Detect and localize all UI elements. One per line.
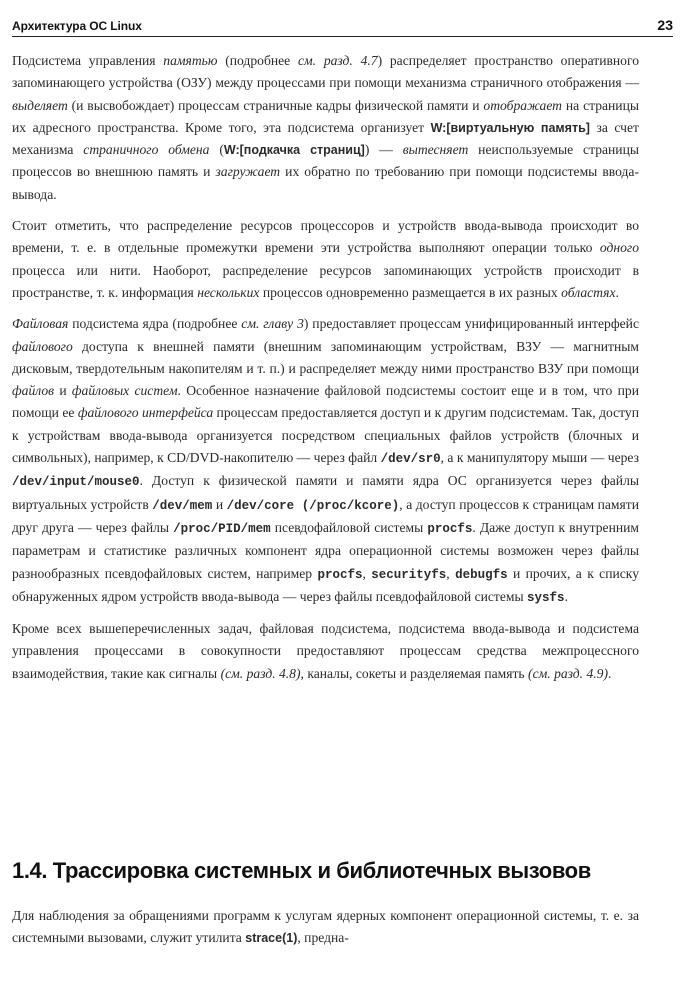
text-span: их обратно по требованию при помощи подсистемы ввода-вывода. [12,164,639,202]
command-reference: strace(1) [245,931,298,946]
italic-term: памятью [163,53,218,68]
code-path: /dev/input/mouse0 [12,475,140,490]
cross-reference: (см. разд. 4.9) [528,665,608,681]
wiki-marker: W [223,143,236,158]
italic-term: Файловая [12,316,69,332]
cross-reference: (см. разд. 4.8) [220,665,301,681]
text-span: , предна- [297,930,349,946]
text-span: (подробнее [217,53,298,68]
text-span: и прочих, а к списку обнаруженных ядром устройств ввода-вывода — через файлы псевдофайловой системы [12,565,640,604]
italic-term: файловых систем [71,383,178,399]
text-span: ) распределяет пространство оперативного запоминающего устройства (ОЗУ) между процессами при помощи механизма страничного отображения — [12,53,639,91]
text-span: доступа к внешней памяти (внешним запоминающим устройствам, ВЗУ — магнитным дисковым, твердотельным накопителям и т. п.) и распределяет между ними пространство ВЗУ при помощи [12,338,639,376]
section-heading: 1.4. Трассировка системных и библиотечных вызовов [12,858,591,883]
code-term: sysfs [527,590,565,605]
italic-term: страничного обмена [83,142,210,158]
text-span: ( [209,142,224,158]
text-span: процессов одновременно размещается в их разных [259,284,562,300]
text-span: Кроме всех вышеперечисленных задач, файловая подсистема, подсистема ввода-вывода и подсистема управления процессами в совокупности предоставляют процессам средства межпроцессного взаимодействия, такие как сигналы [12,621,639,681]
section-body [12,905,639,950]
cross-reference: см. разд. 4.7 [297,53,378,68]
text-span: , каналы, сокеты и разделяемая память [300,665,529,681]
italic-term: областях [561,284,616,300]
text-span: процесса или нити. Наоборот, распределение ресурсов запоминающих устройств происходит в пространстве, т. к. информация [12,262,639,300]
italic-term: нескольких [197,284,260,300]
paragraph-strace [12,905,639,950]
italic-term: файлового интерфейса [77,405,214,421]
text-span: Для наблюдения за обращениями программ к услугам ядерных компонент операционной системы, т. е. за системными вызовами, служит утилита [12,908,639,946]
text-span: процессам предоставляется доступ и к другим подсистемам. Так, доступ к устройствам ввода-вывода организуется посредством специальных файлов устройств (блочных и символьных), например, к CD/DVD-накопителю — через файл [12,405,639,466]
text-span: псевдофайловой системы [270,519,428,535]
text-span: . Даже доступ к внутренним параметрам и статистике различных компонент ядра операционной системы возможен через файлы разнообразных псевдофайловых систем, например [12,519,639,581]
text-span: и [54,383,72,399]
text-span: ) — [364,142,403,158]
text-span: за счет механизма [12,119,639,158]
text-span: Подсистема управления [12,53,164,68]
cross-reference: см. главу 3 [241,316,304,332]
text-span: , [446,565,456,581]
code-term: procfs [317,567,363,582]
text-span: , а к манипулятору мыши — через [440,450,639,466]
text-span: ) предоставляет процессам унифицированный интерфейс [303,316,639,332]
italic-term: вытесняет [402,142,469,158]
body-text [12,50,639,694]
wiki-reference: :[виртуальную память] [442,120,590,135]
code-path: /dev/mem [152,498,213,513]
text-span: неиспользуемые страницы процессов во внешнюю память и [12,142,639,180]
code-path: /proc/PID/mem [173,521,271,536]
wiki-reference: :[подкачка страниц] [235,143,365,158]
header-title: Архитектура ОС Linux [12,19,142,33]
text-span: (и высвобождает) процессам страничные кадры физической памяти и [67,97,484,113]
wiki-marker: W [430,120,443,135]
paragraph-resource-distribution [12,215,639,304]
paragraph-ipc [12,618,639,685]
text-span: , а доступ процессов к страницам памяти друг друга — через файлы [12,496,639,535]
text-span: Стоит отметить, что распределение ресурсов процессоров и устройств ввода-вывода происходит во времени, т. е. в отдельные промежутки времени эти устройства выполняют операции только [12,218,639,256]
code-path: /dev/sr0 [380,452,441,467]
italic-term: файлового [12,338,73,354]
text-span: , [362,565,372,581]
text-span: . Доступ к физической памяти и памяти ядра ОС организуется через файлы виртуальных устройств [12,473,639,512]
italic-term: отображает [483,97,563,113]
text-span: на страницы их адресного пространства. Кроме того, эта подсистема организует [12,97,639,135]
running-header [12,14,673,37]
text-span: и [212,496,227,512]
italic-term: загружает [215,164,281,180]
code-term: securityfs [371,567,447,582]
italic-term: файлов [12,383,55,399]
text-span: подсистема ядра (подробнее [68,316,242,332]
code-path: /dev/core (/proc/kcore) [226,498,400,513]
italic-term: одного [599,240,639,256]
italic-term: выделяет [12,97,68,113]
text-span: . [564,588,568,604]
code-term: debugfs [455,567,508,582]
text-span: . [608,665,612,681]
paragraph-file-subsystem [12,313,639,609]
paragraph-memory-subsystem [12,50,639,206]
code-term: procfs [427,521,473,536]
page-number: 23 [657,17,673,33]
text-span: . Особенное назначение файловой подсистемы состоит еще и в том, что при помощи ее [12,383,639,421]
text-span: . [615,284,619,300]
